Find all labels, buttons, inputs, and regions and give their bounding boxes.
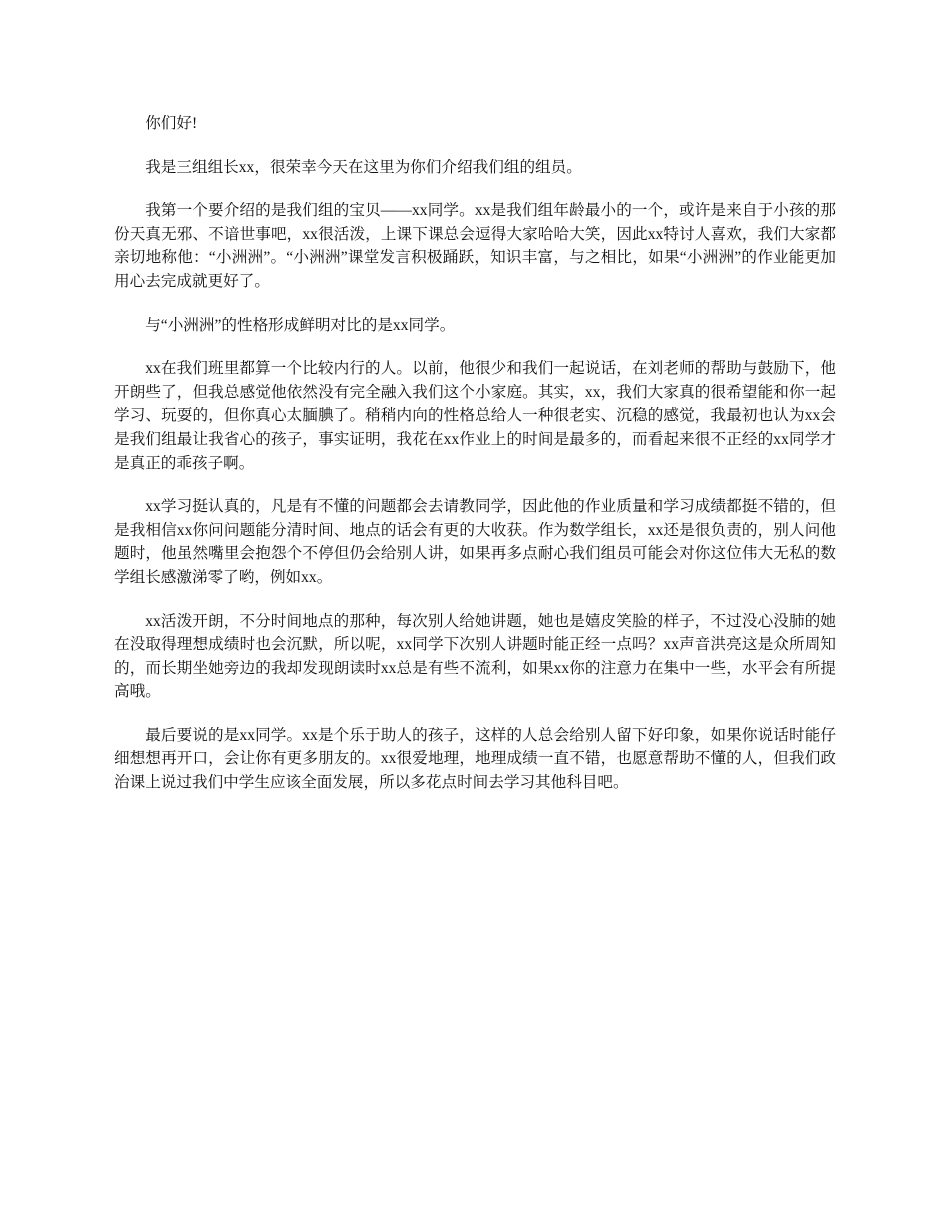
paragraph-contrast: 与“小洲洲”的性格形成鲜明对比的是xx同学。 (145, 316, 456, 334)
paragraph-member-4: xx活泼开朗，不分时间地点的那种，每次别人给她讲题，她也是嬉皮笑脸的样子，不过没心没肺的她在没取得理想成绩时也会沉默，所以呢，xx同学下次别人讲题时能正经一点吗？xx声音洪亮这是众所周知的，而长期坐她旁边的我却发现朗读时xx总是有些不流利，如果xx你的注意力在集中一些，水平会有所提高哦。 (114, 612, 836, 701)
paragraph-member-2: xx在我们班里都算一个比较内行的人。以前，他很少和我们一起说话，在刘老师的帮助与鼓励下，他开朗些了，但我总感觉他依然没有完全融入我们这个小家庭。其实，xx，我们大家真的很希望能和你一起学习、玩耍的，但你真心太腼腆了。稍稍内向的性格总给人一种很老实、沉稳的感觉，我最初也认为xx会是我们组最让我省心的孩子，事实证明，我花在xx作业上的时间是最多的，而看起来很不正经的xx同学才是真正的乖孩子啊。 (114, 360, 836, 472)
document-body (114, 112, 836, 815)
paragraph-intro: 我是三组组长xx，很荣幸今天在这里为你们介绍我们组的组员。 (145, 158, 582, 176)
paragraph-member-3: xx学习挺认真的，凡是有不懂的问题都会去请教同学，因此他的作业质量和学习成绩都挺不错的，但是我相信xx你问问题能分清时间、地点的话会有更的大收获。作为数学组长，xx还是很负责的，别人问他题时，他虽然嘴里会抱怨个不停但仍会给别人讲，如果再多点耐心我们组员可能会对你这位伟大无私的数学组长感激涕零了哟，例如xx。 (114, 498, 836, 586)
greeting: 你们好! (145, 115, 198, 132)
paragraph-member-1: 我第一个要介绍的是我们组的宝贝——xx同学。xx是我们组年龄最小的一个，或许是来自于小孩的那份天真无邪、不谙世事吧，xx很活泼，上课下课总会逗得大家哈哈大笑，因此xx特讨人喜欢，我们大家都亲切地称他：“小洲洲”。“小洲洲”课堂发言积极踊跃，知识丰富，与之相比，如果“小洲洲”的作业能更加用心去完成就更好了。 (114, 202, 836, 290)
paragraph-member-5: 最后要说的是xx同学。xx是个乐于助人的孩子，这样的人总会给别人留下好印象，如果你说话时能仔细想想再开口，会让你有更多朋友的。xx很爱地理，地理成绩一直不错，也愿意帮助不懂的人，但我们政治课上说过我们中学生应该全面发展，所以多花点时间去学习其他科目吧。 (114, 726, 836, 792)
